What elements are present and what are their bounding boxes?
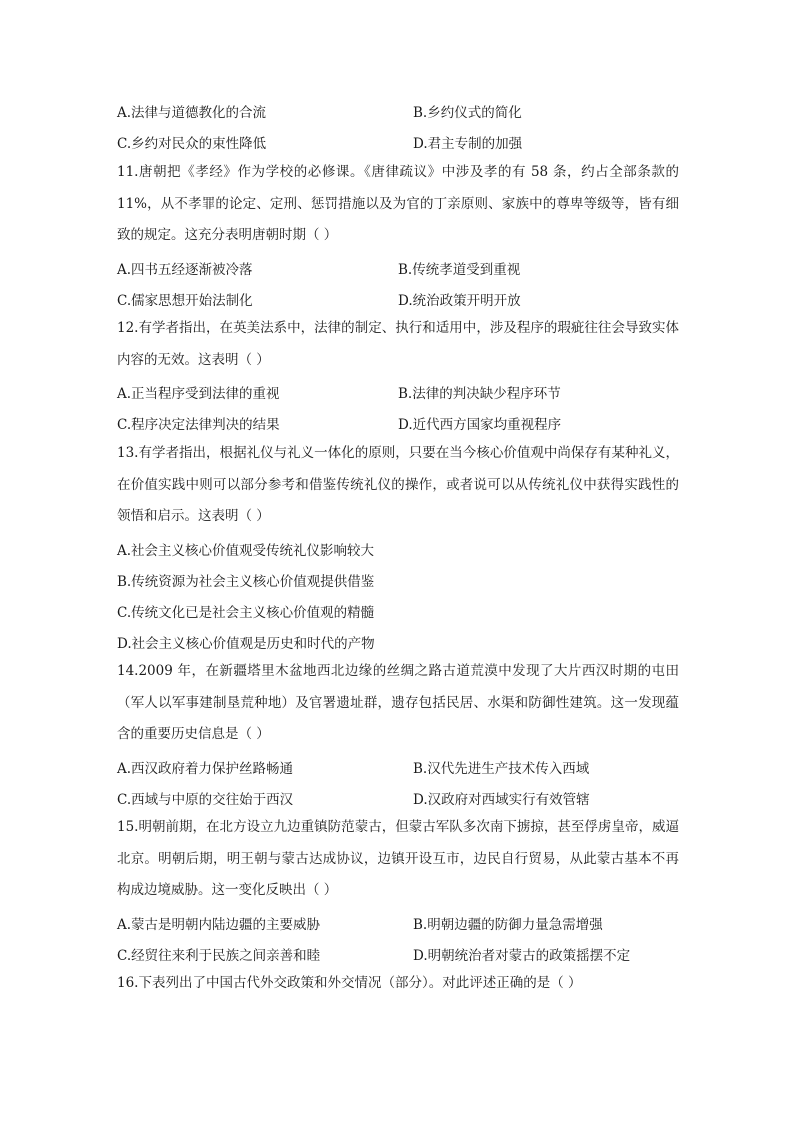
q12-option-a[interactable]: A.正当程序受到法律的重视: [117, 386, 280, 402]
q15-option-d[interactable]: D.明朝统治者对蒙古的政策摇摆不定: [413, 948, 631, 964]
q10-option-c[interactable]: C.乡约对民众的束性降低: [117, 136, 267, 152]
q14-option-a[interactable]: A.西汉政府着力保护丝路畅通: [117, 761, 294, 777]
q14-stem: 14.2009 年，在新疆塔里木盆地西北边缘的丝绸之路古道荒漠中发现了大片西汉时期的屯田（军人以军事建制垦荒种地）及官署遗址群，遗存包括民居、水渠和防御性建筑。这一发现蕴含的重要历史信息是（ ）: [117, 663, 679, 742]
q12-option-d[interactable]: D.近代西方国家均重视程序: [398, 417, 562, 433]
q12-option-b[interactable]: B.法律的判决缺少程序环节: [398, 386, 561, 402]
q15-option-a[interactable]: A.蒙古是明朝内陆边疆的主要威胁: [117, 917, 321, 933]
q13-option-d[interactable]: D.社会主义核心价值观是历史和时代的产物: [117, 636, 375, 652]
q12-stem: 12.有学者指出，在英美法系中，法律的制定、执行和适用中，涉及程序的瑕疵往往会导致实体内容的无效。这表明（ ）: [117, 320, 679, 368]
q13-option-c[interactable]: C.传统文化已是社会主义核心价值观的精髓: [117, 605, 375, 621]
q15-option-b[interactable]: B.明朝边疆的防御力量急需增强: [413, 917, 603, 933]
q13-option-a[interactable]: A.社会主义核心价值观受传统礼仪影响较大: [117, 543, 375, 559]
q14-option-d[interactable]: D.汉政府对西域实行有效管辖: [413, 792, 590, 808]
q10-option-b[interactable]: B.乡约仪式的简化: [413, 105, 522, 121]
q13-option-b[interactable]: B.传统资源为社会主义核心价值观提供借鉴: [117, 574, 375, 590]
q12-option-c[interactable]: C.程序决定法律判决的结果: [117, 417, 280, 433]
q10-option-d[interactable]: D.君主专制的加强: [413, 136, 523, 152]
q13-stem: 13.有学者指出，根据礼仪与礼义一体化的原则，只要在当今核心价值观中尚保存有某种礼义，在价值实践中则可以部分参考和借鉴传统礼仪的操作，或者说可以从传统礼仪中获得实践性的领悟和启示。这表明（ ）: [117, 445, 679, 524]
q11-option-b[interactable]: B.传统孝道受到重视: [398, 262, 521, 278]
q14-option-c[interactable]: C.西域与中原的交往始于西汉: [117, 792, 294, 808]
q11-stem: 11.唐朝把《孝经》作为学校的必修课。《唐律疏议》中涉及孝的有 58 条，约占全部条款的 11%，从不孝罪的论定、定刑、惩罚措施以及为官的丁亲原则、家族中的尊卑等级等，皆有细致的规定。这充分表明唐朝时期（ ）: [117, 164, 679, 243]
q11-option-c[interactable]: C.儒家思想开始法制化: [117, 293, 253, 309]
q15-stem: 15.明朝前期，在北方设立九边重镇防范蒙古，但蒙古军队多次南下掳掠，甚至俘虏皇帝，威逼北京。明朝后期，明王朝与蒙古达成协议，边镇开设互市，边民自行贸易，从此蒙古基本不再构成边境威胁。这一变化反映出（ ）: [117, 819, 679, 898]
q15-option-c[interactable]: C.经贸往来利于民族之间亲善和睦: [117, 948, 321, 964]
q16-stem: 16.下表列出了中国古代外交政策和外交情况（部分）。对此评述正确的是（ ）: [117, 975, 582, 991]
q10-option-a[interactable]: A.法律与道德教化的合流: [117, 105, 267, 121]
q14-option-b[interactable]: B.汉代先进生产技术传入西域: [413, 761, 590, 777]
q11-option-d[interactable]: D.统治政策开明开放: [398, 293, 521, 309]
q11-option-a[interactable]: A.四书五经逐渐被冷落: [117, 262, 253, 278]
